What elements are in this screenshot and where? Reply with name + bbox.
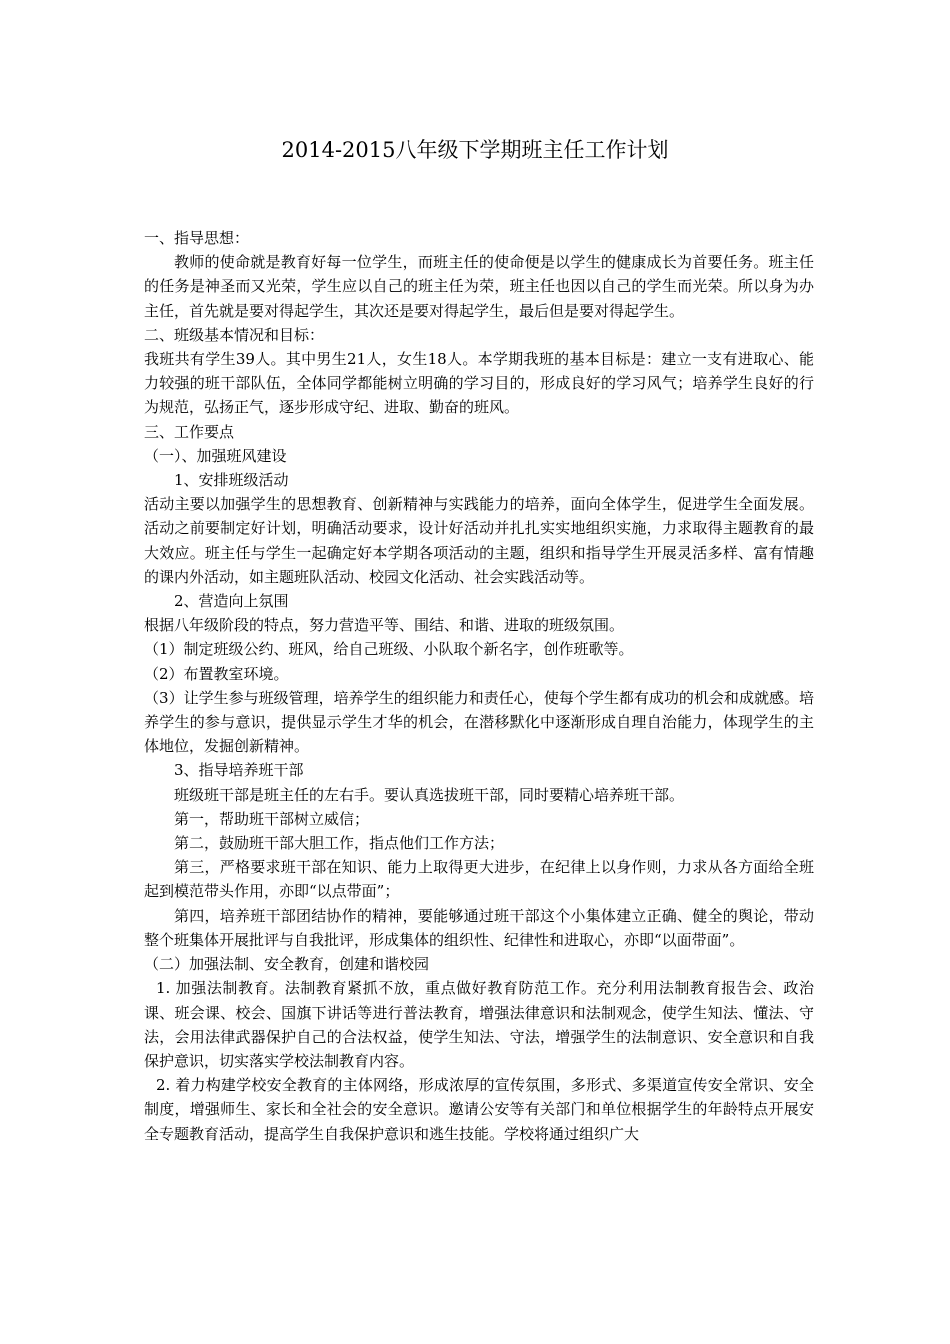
paragraph: 活动主要以加强学生的思想教育、创新精神与实践能力的培养，面向全体学生，促进学生全面发展。活动之前要制定好计划，明确活动要求，设计好活动并扎扎实实地组织实施，力求取得主题教育的最大效应。班主任与学生一起确定好本学期各项活动的主题，组织和指导学生开展灵活多样、富有情趣的课内外活动，如主题班队活动、校园文化活动、社会实践活动等。 (144, 495, 814, 586)
list-item: （1）制定班级公约、班风，给自己班级、小队取个新名字，创作班歌等。 (144, 640, 634, 659)
document-body (144, 226, 814, 1146)
list-item: （3）让学生参与班级管理，培养学生的组织能力和责任心，使每个学生都有成功的机会和成就感。培养学生的参与意识，提供显示学生才华的机会，在潜移默化中逐渐形成自理自治能力，体现学生的主体地位，发掘创新精神。 (144, 688, 814, 756)
paragraph: 班级班干部是班主任的左右手。要认真选拔班干部，同时要精心培养班干部。 (174, 785, 685, 804)
item-heading: 1、安排班级活动 (174, 471, 289, 490)
paragraph: 1. 加强法制教育。法制教育紧抓不放，重点做好教育防范工作。充分利用法制教育报告会、政治课、班会课、校会、国旗下讲话等进行普法教育，增强法律意识和法制观念，使学生知法、懂法、守法，会用法律武器保护自己的合法权益，使学生知法、守法，增强学生的法制意识、安全意识和自我保护意识，切实落实学校法制教育内容。 (144, 979, 814, 1070)
paragraph: 2. 着力构建学校安全教育的主体网络，形成浓厚的宣传氛围，多形式、多渠道宣传安全常识、安全制度，增强师生、家长和全社会的安全意识。邀请公安等有关部门和单位根据学生的年龄特点开展安全专题教育活动，提高学生自我保护意识和逃生技能。学校将通过组织广大 (144, 1076, 814, 1143)
subsection-heading: （一）、加强班风建设 (144, 446, 287, 465)
section-heading: 三、工作要点 (144, 422, 235, 441)
item-heading: 3、指导培养班干部 (174, 761, 304, 780)
paragraph: 教师的使命就是教育好每一位学生，而班主任的使命便是以学生的健康成长为首要任务。班主任的任务是神圣而又光荣，学生应以自己的班主任为荣，班主任也因以自己的学生而光荣。所以身为办主任，首先就是要对得起学生，其次还是要对得起学生，最后但是要对得起学生。 (144, 253, 814, 320)
paragraph: 第三，严格要求班干部在知识、能力上取得更大进步，在纪律上以身作则，力求从各方面给全班起到模范带头作用，亦即“以点带面”； (144, 858, 814, 901)
list-item: （2）布置教室环境。 (144, 664, 289, 683)
section-heading: 一、指导思想： (144, 229, 250, 247)
paragraph: 第四，培养班干部团结协作的精神，要能够通过班干部这个小集体建立正确、健全的舆论，带动整个班集体开展批评与自我批评，形成集体的组织性、纪律性和进取心，亦即“以面带面”。 (144, 906, 814, 949)
section-heading: 二、班级基本情况和目标： (144, 325, 325, 344)
subsection-heading: （二）加强法制、安全教育，创建和谐校园 (144, 955, 430, 974)
document-title: 2014-2015八年级下学期班主任工作计划 (281, 138, 669, 162)
item-heading: 2、营造向上氛围 (174, 592, 289, 611)
paragraph: 根据八年级阶段的特点，努力营造平等、围结、和谐、进取的班级氛围。 (144, 616, 625, 635)
paragraph: 我班共有学生39人。其中男生21人，女生18人。本学期我班的基本目标是：建立一支有进取心、能力较强的班干部队伍，全体同学都能树立明确的学习目的，形成良好的学习风气；培养学生良好的行为规范，弘扬正气，逐步形成守纪、进取、勤奋的班风。 (144, 350, 814, 417)
paragraph: 第一，帮助班干部树立威信； (174, 809, 370, 828)
paragraph: 第二，鼓励班干部大胆工作，指点他们工作方法； (174, 834, 505, 853)
